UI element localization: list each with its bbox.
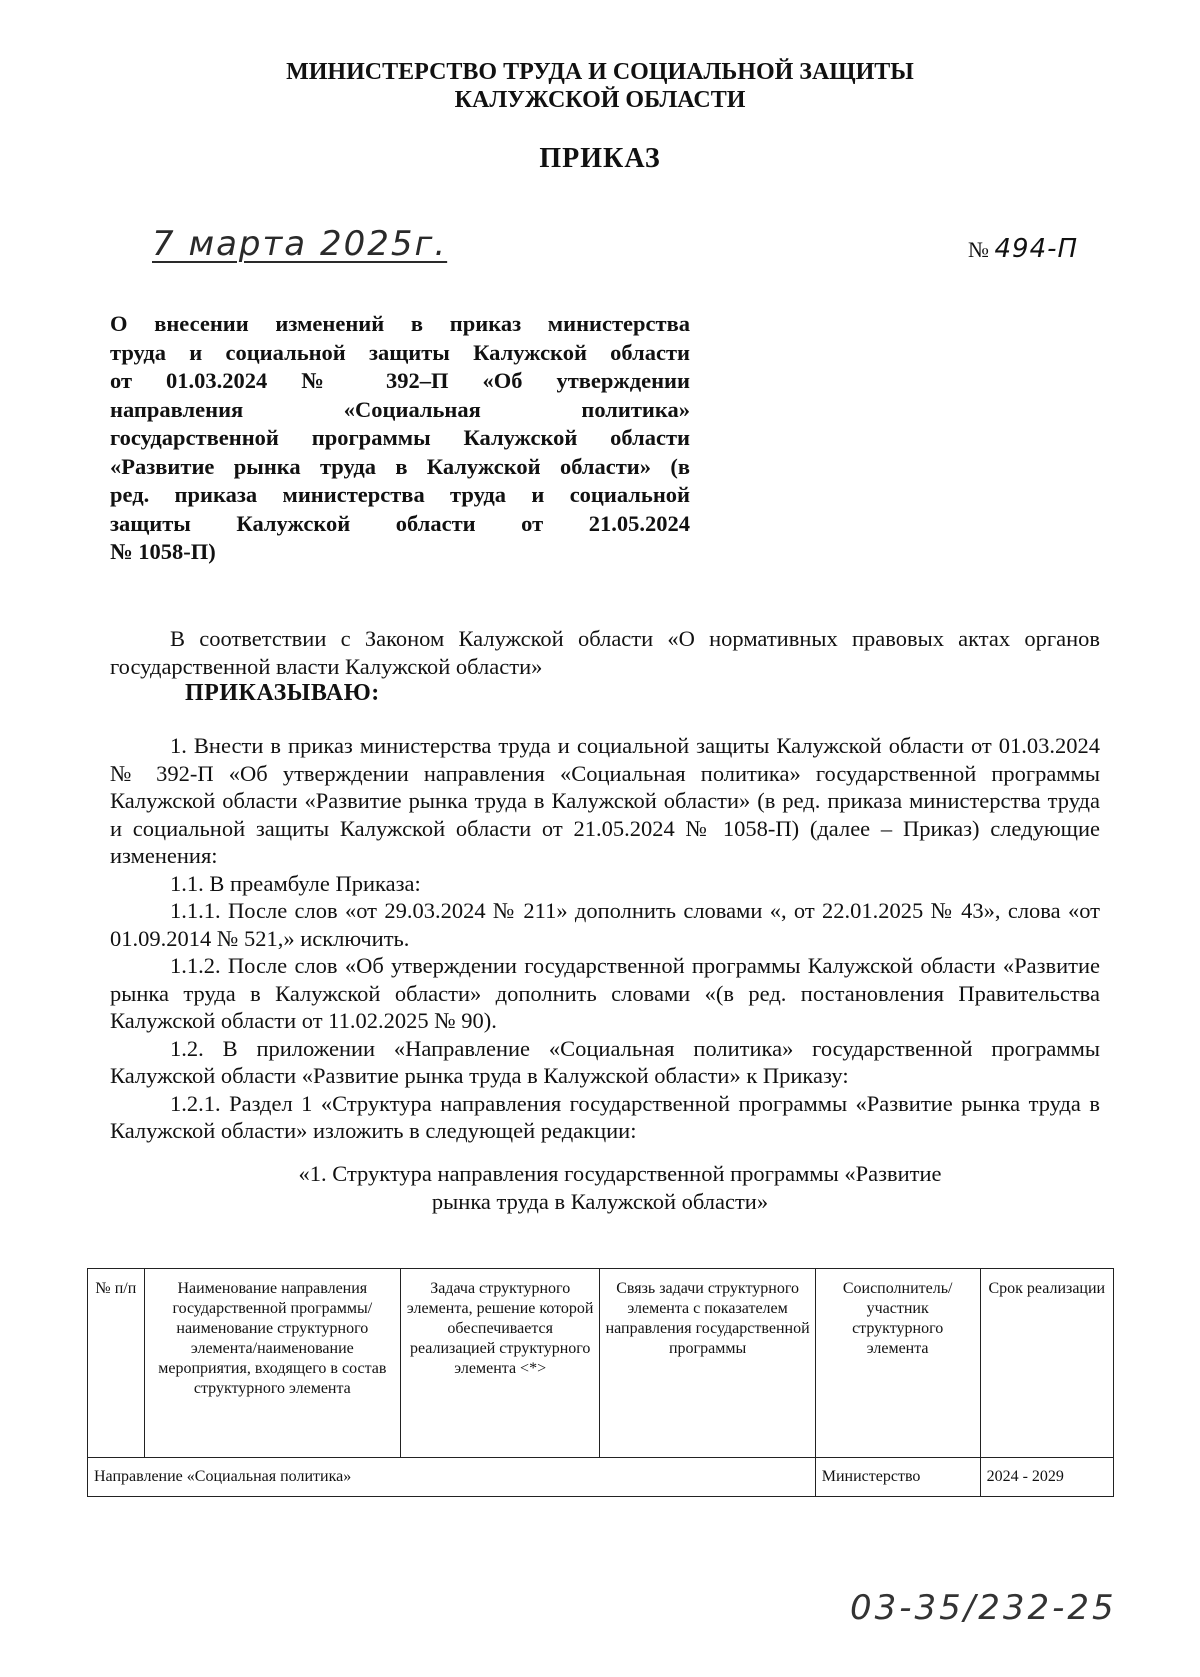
order-item: 1.1.1. После слов «от 29.03.2024 № 211» дополнить словами «, от 22.01.2025 № 43», слова «от 01.09.2014 № 521,» исключить.: [110, 898, 1100, 951]
subject-line: «Развитие рынка труда в Калужской области» (в: [110, 453, 690, 479]
table-header-cell: Задача структурного элемента, решение которой обеспечивается реализацией структурного элемента <*>: [400, 1269, 600, 1458]
section-title-line1: «1. Структура направления государственной программы «Развитие: [298, 1161, 942, 1186]
table-header-cell: Срок реализации: [980, 1269, 1113, 1458]
table-header-cell: Связь задачи структурного элемента с показателем направления государственной программы: [600, 1269, 815, 1458]
section-title-line2: рынка труда в Калужской области»: [431, 1189, 769, 1214]
ministry-name: [0, 58, 1200, 114]
table-header-cell: Соисполнитель/ участник структурного элемента: [815, 1269, 980, 1458]
subject-line: ред. приказа министерства труда и социальной: [110, 482, 690, 507]
executor-cell: Министерство: [815, 1458, 980, 1497]
table-header-cell: № п/п: [88, 1269, 145, 1458]
table-row: [88, 1458, 1114, 1497]
section-title: [0, 1160, 1200, 1216]
subject-line: направления «Социальная политика»: [110, 396, 690, 422]
ministry-name-line2: КАЛУЖСКОЙ ОБЛАСТИ: [454, 87, 746, 113]
number-label: №: [968, 237, 989, 262]
order-items: [110, 732, 1100, 1145]
subject-line: от 01.03.2024 № 392–П «Об утверждении: [110, 368, 690, 393]
table-header-cell: Наименование направления государственной программы/наименование структурного элемента/наименование мероприятия, входящего в состав структурного элемента: [144, 1269, 400, 1458]
document-title: ПРИКАЗ: [539, 143, 661, 174]
subject-line: государственной программы Калужской области: [110, 425, 690, 450]
order-word: ПРИКАЗЫВАЮ:: [185, 680, 380, 706]
subject-line: № 1058-П): [110, 539, 216, 564]
direction-cell: Направление «Социальная политика»: [88, 1458, 816, 1497]
handwritten-registration-number: 03-35/232-25: [850, 1588, 1117, 1628]
order-item: 1.2.1. Раздел 1 «Структура направления государственной программы «Развитие рынка труда в Калужской области» изложить в следующей редакции:: [110, 1090, 1100, 1143]
document-number: [968, 234, 1078, 264]
structure-table: [87, 1268, 1114, 1497]
order-item: 1.1. В преамбуле Приказа:: [170, 870, 421, 896]
subject-line: О внесении изменений в приказ министерства: [110, 311, 690, 336]
preamble-text: В соответствии с Законом Калужской области «О нормативных правовых актах органов государственной власти Калужской области»: [110, 626, 1100, 679]
handwritten-date: 7 марта 2025г.: [152, 224, 448, 264]
subject-line: труда и социальной защиты Калужской области: [110, 339, 690, 365]
period-cell: 2024 - 2029: [980, 1458, 1113, 1497]
preamble: [110, 625, 1100, 680]
order-subject: [110, 310, 690, 567]
order-item: 1. Внести в приказ министерства труда и социальной защиты Калужской области от 01.03.2024 № 392-П «Об утверждении направления «Социальная политика» государственной программы Калужской области «Развитие рынка труда в Калужской области» (в ред. приказа министерства труда и социальной защиты Калужской области от 21.05.2024 № 1058-П) (далее – Приказ) следующие изменения:: [110, 733, 1100, 868]
table-header-row: [88, 1269, 1114, 1458]
order-item: 1.2. В приложении «Направление «Социальная политика» государственной программы Калужской области «Развитие рынка труда в Калужской области» к Приказу:: [110, 1035, 1100, 1088]
handwritten-number: 494-П: [994, 234, 1079, 264]
order-item: 1.1.2. После слов «Об утверждении государственной программы Калужской области «Развитие рынка труда в Калужской области» дополнить словами «(в ред. постановления Правительства Калужской области от 11.02.2025 № 90).: [110, 953, 1100, 1033]
ministry-name-line1: МИНИСТЕРСТВО ТРУДА И СОЦИАЛЬНОЙ ЗАЩИТЫ: [286, 59, 914, 85]
subject-line: защиты Калужской области от 21.05.2024: [110, 510, 690, 536]
